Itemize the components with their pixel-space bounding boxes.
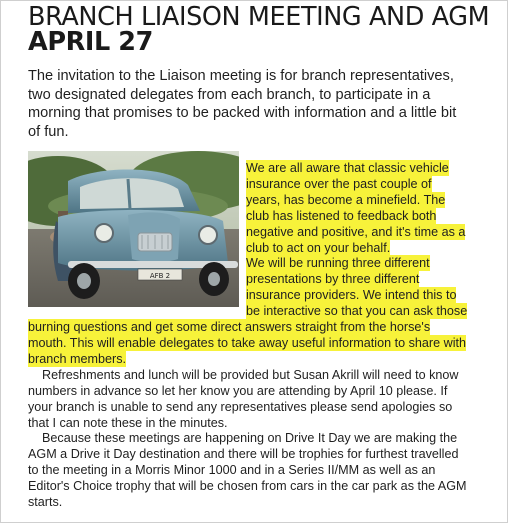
headline-date: APRIL 27	[28, 27, 153, 57]
intro-paragraph: The invitation to the Liaison meeting is for branch representatives, two designated delegates from each branch, to participate in a morning that promises to be packed with information and a little bit of fun.	[28, 68, 457, 140]
refreshments-paragraph: Refreshments and lunch will be provided but Susan Akrill will need to know numbers in advance so let her know you are attending by April 10 please. If your branch is unable to send any representatives please send apologies so that I can note these in the minutes.	[28, 367, 459, 430]
photo-wrap-spacer	[28, 161, 246, 311]
highlighted-insurance-intro: We are all aware that classic vehicle insurance over the past couple of years, has become a minefield. The club has listened to feedback both negative and positive, and it's time as a club to act on your behalf.	[246, 161, 466, 255]
license-plate: AFB 2	[149, 272, 171, 280]
highlighted-presentations: We will be running three different presentations by three different insurance providers. We intend this to be interactive so that you can ask those burning questions and get some direct answers straight from the horse's mouth. This will enable delegates to take away useful information to share with branch members.	[28, 256, 468, 366]
article-body	[28, 161, 468, 511]
headline-regular: BRANCH LIAISON MEETING AND AGM	[28, 2, 490, 32]
article-headline	[28, 2, 498, 57]
drive-it-day-paragraph: Because these meetings are happening on Drive It Day we are making the AGM a Drive it Day destination and there will be trophies for furthest travelled to the meeting in a Morris Minor 1000 and in a Series II/MM as well as an Editor's Choice trophy that will be chosen from cars in the car park as the AGM starts.	[28, 431, 467, 510]
